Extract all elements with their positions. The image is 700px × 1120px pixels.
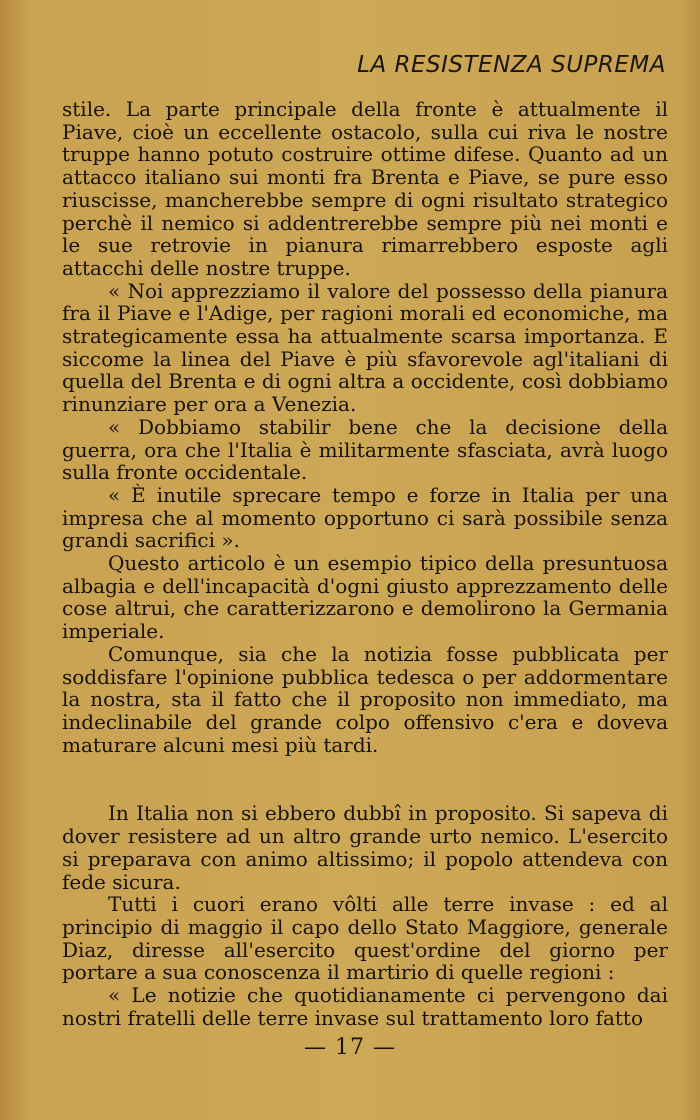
page-number: — 17 — (304, 1035, 396, 1060)
paragraph: « Dobbiamo stabilir bene che la decisione della guerra, ora che l'Italia è militarmente sfasciata, avrà luogo sulla fronte occidentale. (62, 414, 668, 485)
paragraph: Comunque, sia che la notizia fosse pubblicata per soddisfare l'opinione pubblica tedesca o per addormentare la nostra, sta il fatto che il proposito non immediato, ma indeclinabile del grande colpo offensivo c'era e doveva maturare alcuni mesi più tardi. (62, 641, 668, 757)
paragraph: « È inutile sprecare tempo e forze in Italia per una impresa che al momento opportuno ci sarà possibile senza grandi sacrifici ». (62, 482, 668, 553)
body-text (62, 98, 668, 1029)
paragraph: « Le notizie che quotidianamente ci pervengono dai nostri fratelli delle terre invase sul trattamento loro fatto (62, 983, 668, 1030)
paragraph: stile. La parte principale della fronte è attualmente il Piave, cioè un eccellente ostacolo, sulla cui riva le nostre truppe hanno potuto costruire ottime difese. Quanto ad un attacco italiano sui monti fra Brenta e Piave, se pure esso riuscisse, mancherebbe sempre di ogni risultato strategico perchè il nemico si addentrerebbe sempre più nei monti e le sue retrovie in pianura rimarrebbero esposte agli attacchi delle nostre truppe. (62, 97, 668, 280)
section-break (62, 756, 668, 802)
running-header: LA RESISTENZA SUPREMA (357, 52, 666, 78)
paragraph: « Noi apprezziamo il valore del possesso della pianura fra il Piave e l'Adige, per ragioni morali ed economiche, ma strategicamente essa ha attualmente scarsa importanza. E siccome la linea del Piave è più sfavorevole agl'italiani di quella del Brenta e di ogni altra a occidente, così dobbiamo rinunziare per ora a Venezia. (62, 278, 668, 417)
paragraph: In Italia non si ebbero dubbî in proposito. Si sapeva di dover resistere ad un altro grande urto nemico. L'esercito si preparava con animo altissimo; il popolo attendeva con fede sicura. (62, 801, 668, 894)
paragraph: Questo articolo è un esempio tipico della presuntuosa albagia e dell'incapacità d'ogni giusto apprezzamento delle cose altrui, che caratterizzarono e demolirono la Germania imperiale. (62, 551, 668, 644)
paragraph: Tutti i cuori erano vôlti alle terre invase : ed al principio di maggio il capo dello Stato Maggiore, generale Diaz, diresse all'esercito quest'ordine del giorno per portare a sua conoscenza il martirio di quelle regioni : (62, 892, 668, 985)
